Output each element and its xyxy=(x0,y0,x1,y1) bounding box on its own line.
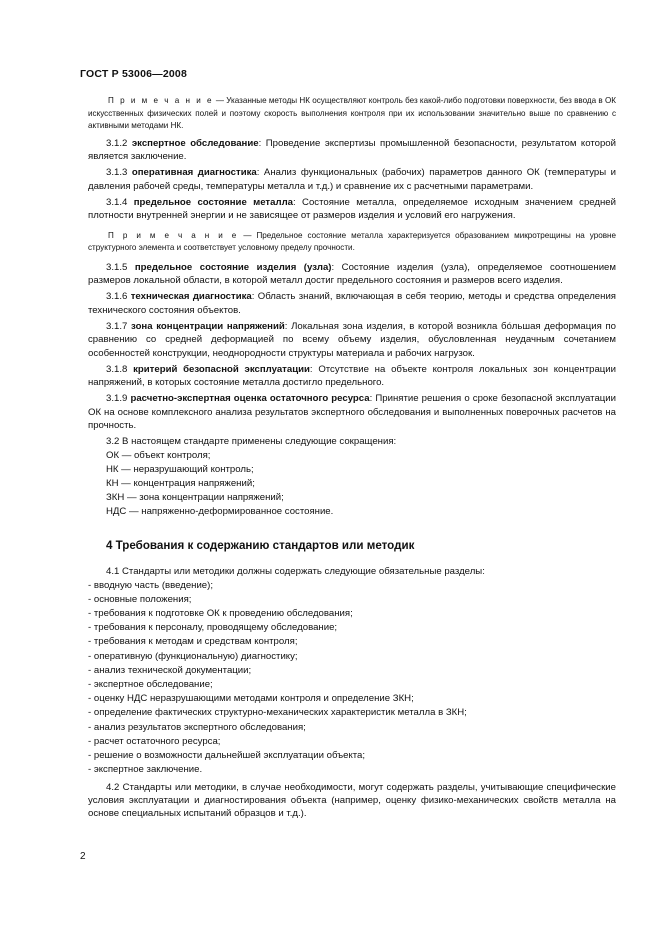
list-item: - экспертное заключение. xyxy=(88,764,203,776)
definitions-b xyxy=(88,261,616,433)
definition-3-1-3: 3.1.3 оперативная диагностика: Анализ функциональных (рабочих) параметров данного ОК (температуры и давления рабочей среды, температуры металла и т.д.) и сравнение их с расчетными параметрами. xyxy=(88,167,616,192)
list-item: - оперативную (функциональную) диагностику; xyxy=(88,650,298,662)
list-item: - требования к методам и средствам контроля; xyxy=(88,636,298,648)
list-item: - расчет остаточного ресурса; xyxy=(88,735,221,747)
list-item: - требования к подготовке ОК к проведению обследования; xyxy=(88,608,353,620)
definition-3-1-7: 3.1.7 зона концентрации напряжений: Локальная зона изделия, в которой возникла бóльшая деформация по сравнению со средней деформацией по всему объему изделия, обусловленная неудачным сочетанием особенностей конструкции, неоднородности структуры материала и рабочих нагрузок. xyxy=(88,320,617,359)
list-item: - экспертное обследование; xyxy=(88,679,213,691)
note-1 xyxy=(88,95,616,133)
definition-3-1-5: 3.1.5 предельное состояние изделия (узла): Состояние изделия (узла), определяемое соотношением размеров локальной области, в которой металл достиг предельного состояния и размеров всего изделия. xyxy=(88,261,616,287)
abbreviation-item: ОК — объект контроля; xyxy=(106,450,211,462)
abbreviation-item: ЗКН — зона концентрации напряжений; xyxy=(106,491,284,503)
page-number: 2 xyxy=(80,851,86,862)
paragraph-4-1: 4.1 Стандарты или методики должны содержать следующие обязательные разделы: xyxy=(106,565,485,577)
document-body xyxy=(88,95,616,820)
list-item: - основные положения; xyxy=(88,593,192,605)
list-item: - определение фактических структурно-механических характеристик металла в ЗКН; xyxy=(88,707,467,719)
abbreviation-item: НК — неразрушающий контроль; xyxy=(106,464,254,476)
definition-3-1-2: 3.1.2 экспертное обследование: Проведение экспертизы промышленной безопасности, результатом которой является заключение. xyxy=(88,137,617,163)
definition-3-1-6: 3.1.6 техническая диагностика: Область знаний, включающая в себя теорию, методы и средства определения технического состояния объектов. xyxy=(88,291,616,316)
definitions-a xyxy=(88,137,616,223)
list-item: - анализ результатов экспертного обследования; xyxy=(88,721,306,733)
abbreviation-item: НДС — напряженно-деформированное состояние. xyxy=(106,505,334,517)
note-2 xyxy=(88,230,616,255)
definition-3-1-8: 3.1.8 критерий безопасной эксплуатации: Отсутствие на объекте контроля локальных зон концентрации напряжений, в которых состояние металла достигло предельного. xyxy=(88,363,616,389)
note-label: П р и м е ч а н и е xyxy=(108,96,214,105)
document-header: ГОСТ Р 53006—2008 xyxy=(80,68,188,80)
definition-3-1-9: 3.1.9 расчетно-экспертная оценка остаточного ресурса: Принятие решения о сроке безопасной эксплуатации ОК на основе комплексного анализа результатов экспертного обследования и выполненных поверочных расчетов на прочность. xyxy=(88,393,617,432)
list-item: - решение о возможности дальнейшей эксплуатации объекта; xyxy=(88,750,366,762)
note-label: П р и м е ч а н и е xyxy=(108,230,239,240)
definition-3-1-4: 3.1.4 предельное состояние металла: Состояние металла, определяемое исходным значением средней плотности внутренней энергии и не зависящее от размеров изделия и условий его нагружения. xyxy=(88,196,616,222)
note-text: — Указанные методы НК осуществляют контроль без какой-либо подготовки поверхности, без ввода в ОК искусственных физических полей и поэтому скорость выполнения контроля при их использовании значительно выше по сравнению с активными методами НК. xyxy=(88,96,616,131)
list-item: - требования к персоналу, проводящему обследование; xyxy=(88,622,338,634)
list-item: - анализ технической документации; xyxy=(88,664,252,676)
section-4-heading: 4 Требования к содержанию стандартов или методик xyxy=(106,538,415,552)
note-text: — Предельное состояние металла характеризуется образованием микротрещины на уровне структурного элемента и соответствует условному пределу прочности. xyxy=(88,230,616,253)
list-item: - вводную часть (введение); xyxy=(88,579,214,591)
abbreviations-intro: 3.2 В настоящем стандарте применены следующие сокращения: xyxy=(106,436,397,448)
abbreviations-list xyxy=(88,449,616,519)
abbreviation-item: КН — концентрация напряжений; xyxy=(106,478,255,490)
list-item: - оценку НДС неразрушающими методами контроля и определение ЗКН; xyxy=(88,693,414,705)
required-sections-list xyxy=(88,579,616,778)
paragraph-4-2: 4.2 Стандарты или методики, в случае необходимости, могут содержать разделы, учитывающие специфические условия эксплуатации и диагностирования объекта (например, оценку физико-механических свойств металла на основе специальных испытаний образцов и т.д.). xyxy=(88,781,616,820)
